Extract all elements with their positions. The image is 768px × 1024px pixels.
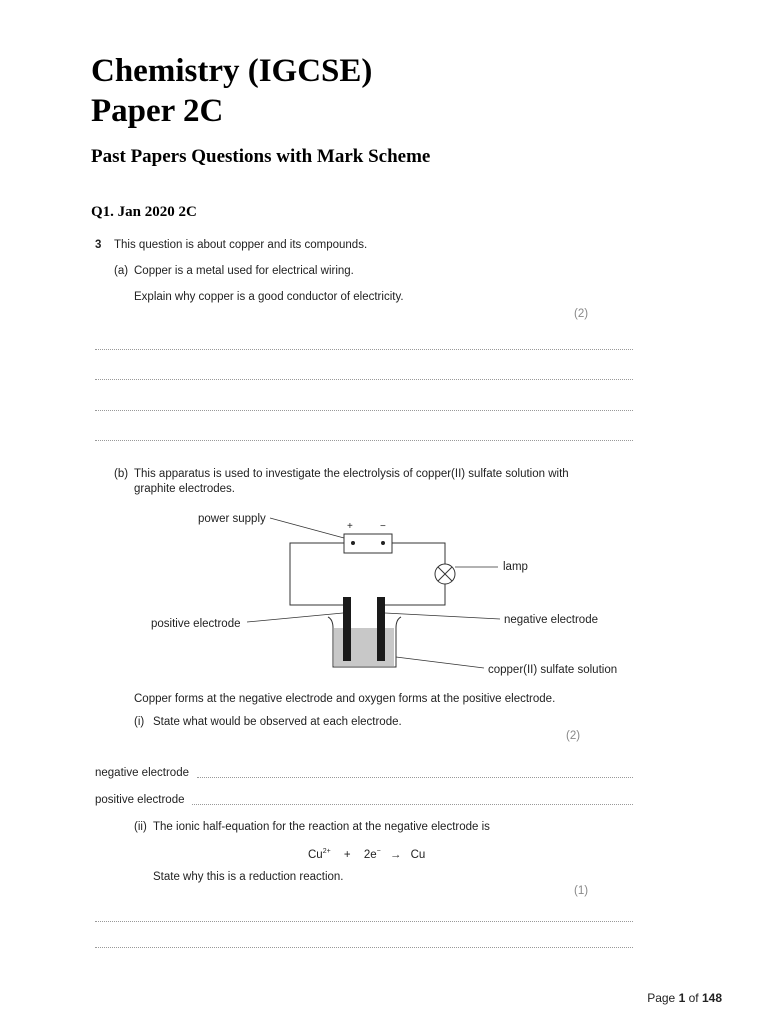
question-label: Q1. Jan 2020 2C bbox=[91, 204, 197, 220]
part-b-ii-marks: (1) bbox=[574, 885, 589, 897]
negative-electrode-label: negative electrode bbox=[504, 614, 598, 626]
part-b-ii-prompt: State why this is a reduction reaction. bbox=[153, 871, 344, 883]
question-intro: This question is about copper and its compounds. bbox=[114, 239, 368, 251]
answer-line[interactable] bbox=[95, 921, 633, 922]
part-b-i-marks: (2) bbox=[566, 730, 581, 742]
total-pages: 148 bbox=[701, 991, 722, 1005]
part-b-ii-label: (ii) bbox=[134, 821, 147, 833]
question-number: 3 bbox=[95, 239, 102, 251]
part-a-prompt: Explain why copper is a good conductor of electricity. bbox=[134, 291, 404, 303]
part-b-statement: Copper forms at the negative electrode and oxygen forms at the positive electrode. bbox=[134, 693, 556, 705]
part-b-ii-text: The ionic half-equation for the reaction at the negative electrode is bbox=[153, 821, 490, 833]
cu-ion-charge: 2+ bbox=[322, 848, 331, 855]
part-b-i-text: State what would be observed at each electrode. bbox=[153, 716, 402, 728]
answer-line[interactable] bbox=[95, 410, 633, 411]
solution-label: copper(II) sulfate solution bbox=[488, 664, 618, 676]
cu-product: Cu bbox=[410, 848, 426, 861]
left-wire bbox=[290, 543, 346, 605]
electron-charge: − bbox=[376, 848, 381, 855]
negative-electrode-answer-line[interactable] bbox=[197, 777, 633, 778]
part-b-label: (b) bbox=[114, 468, 129, 480]
plus-sign: + bbox=[347, 521, 353, 532]
positive-electrode-answer-line[interactable] bbox=[192, 804, 633, 805]
electrolysis-apparatus-diagram bbox=[0, 505, 768, 685]
part-a-label: (a) bbox=[114, 265, 129, 277]
answer-line[interactable] bbox=[95, 440, 633, 441]
positive-electrode-label: positive electrode bbox=[151, 618, 241, 630]
current-page: 1 bbox=[678, 991, 686, 1005]
document-title-line1: Chemistry (IGCSE) bbox=[91, 53, 373, 89]
page-word: Page bbox=[647, 991, 676, 1005]
plus-sign: + bbox=[343, 848, 351, 861]
answer-line[interactable] bbox=[95, 349, 633, 350]
solution-leader bbox=[396, 657, 484, 668]
electrons: 2e bbox=[363, 848, 377, 861]
right-wire-top bbox=[392, 543, 445, 564]
negative-electrode-leader bbox=[385, 613, 500, 619]
document-subtitle: Past Papers Questions with Mark Scheme bbox=[91, 146, 431, 167]
power-supply-label: power supply bbox=[198, 513, 266, 525]
positive-terminal bbox=[351, 541, 355, 545]
part-b-i-label: (i) bbox=[134, 716, 145, 728]
part-a-text: Copper is a metal used for electrical wiring. bbox=[134, 265, 354, 277]
half-equation bbox=[308, 848, 425, 861]
negative-terminal bbox=[381, 541, 385, 545]
positive-electrode-answer-label: positive electrode bbox=[95, 794, 185, 806]
cu-ion: Cu bbox=[308, 848, 323, 861]
minus-sign: − bbox=[380, 521, 386, 532]
lamp-label: lamp bbox=[503, 561, 528, 573]
reaction-arrow: → bbox=[389, 848, 402, 861]
part-a-marks: (2) bbox=[574, 308, 589, 320]
power-supply-leader bbox=[270, 518, 344, 538]
part-b-text-line2: graphite electrodes. bbox=[134, 483, 236, 495]
part-b-text-line1: This apparatus is used to investigate the electrolysis of copper(II) sulfate solution with bbox=[134, 468, 569, 480]
negative-electrode bbox=[377, 597, 385, 661]
of-word: of bbox=[688, 991, 699, 1005]
negative-electrode-answer-label: negative electrode bbox=[95, 767, 189, 779]
answer-line[interactable] bbox=[95, 947, 633, 948]
document-title-line2: Paper 2C bbox=[91, 93, 224, 129]
page-footer bbox=[647, 991, 722, 1005]
positive-electrode bbox=[343, 597, 351, 661]
answer-line[interactable] bbox=[95, 379, 633, 380]
right-wire-bottom bbox=[384, 584, 445, 605]
